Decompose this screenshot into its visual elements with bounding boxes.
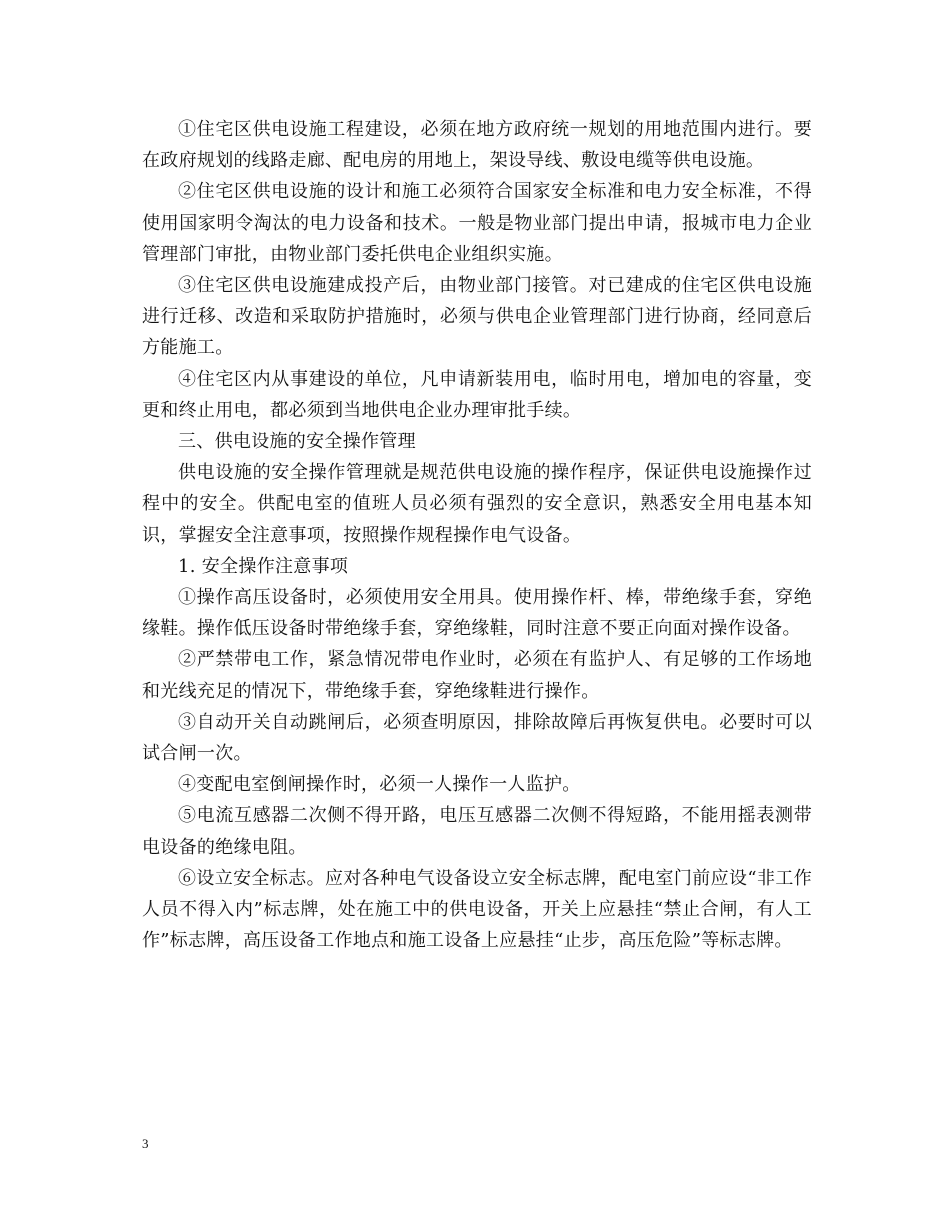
paragraph-item-3: ③住宅区供电设施建成投产后，由物业部门接管。对已建成的住宅区供电设施进行迁移、改造和采取防护措施时，必须与供电企业管理部门进行协商，经同意后方能施工。 [142,275,812,359]
safety-item-5: ⑤电流互感器二次侧不得开路，电压互感器二次侧不得短路，不能用摇表测带电设备的绝缘电阻。 [142,805,812,858]
safety-item-4: ④变配电室倒闸操作时，必须一人操作一人监护。 [178,774,581,796]
safety-item-1: ①操作高压设备时，必须使用安全用具。使用操作杆、棒，带绝缘手套，穿绝缘鞋。操作低压设备时带绝缘手套，穿绝缘鞋，同时注意不要正向面对操作设备。 [142,587,812,640]
safety-item-3: ③自动开关自动跳闸后，必须查明原因，排除故障后再恢复供电。必要时可以试合闸一次。 [142,711,812,765]
safety-item-6: ⑥设立安全标志。应对各种电气设备设立安全标志牌，配电室门前应设“非工作人员不得入内”标志牌，处在施工中的供电设备，开关上应悬挂“禁止合闸，有人工作”标志牌，高压设备工作地点和施工设备上应悬挂“止步，高压危险”等标志牌。 [142,867,812,952]
paragraph-item-1: ①住宅区供电设施工程建设，必须在地方政府统一规划的用地范围内进行。要在政府规划的线路走廊、配电房的用地上，架设导线、敷设电缆等供电设施。 [142,119,812,172]
paragraph-item-2: ②住宅区供电设施的设计和施工必须符合国家安全标准和电力安全标准，不得使用国家明令淘汰的电力设备和技术。一般是物业部门提出申请，报城市电力企业管理部门审批，由物业部门委托供电企业组织实施。 [142,181,812,265]
page-number: 3 [142,1136,149,1151]
page-content [142,114,812,956]
paragraph-item-4: ④住宅区内从事建设的单位，凡申请新装用电，临时用电，增加电的容量，变更和终止用电，都必须到当地供电企业办理审批手续。 [142,368,812,421]
safety-item-2: ②严禁带电工作，紧急情况带电作业时，必须在有监护人、有足够的工作场地和光线充足的情况下，带绝缘手套，穿绝缘鞋进行操作。 [142,649,812,702]
section-heading: 三、供电设施的安全操作管理 [178,431,416,453]
section-intro-paragraph: 供电设施的安全操作管理就是规范供电设施的操作程序，保证供电设施操作过程中的安全。供配电室的值班人员必须有强烈的安全意识，熟悉安全用电基本知识，掌握安全注意事项，按照操作规程操作电气设备。 [142,462,812,546]
subsection-heading: 1. 安全操作注意事项 [178,555,349,577]
